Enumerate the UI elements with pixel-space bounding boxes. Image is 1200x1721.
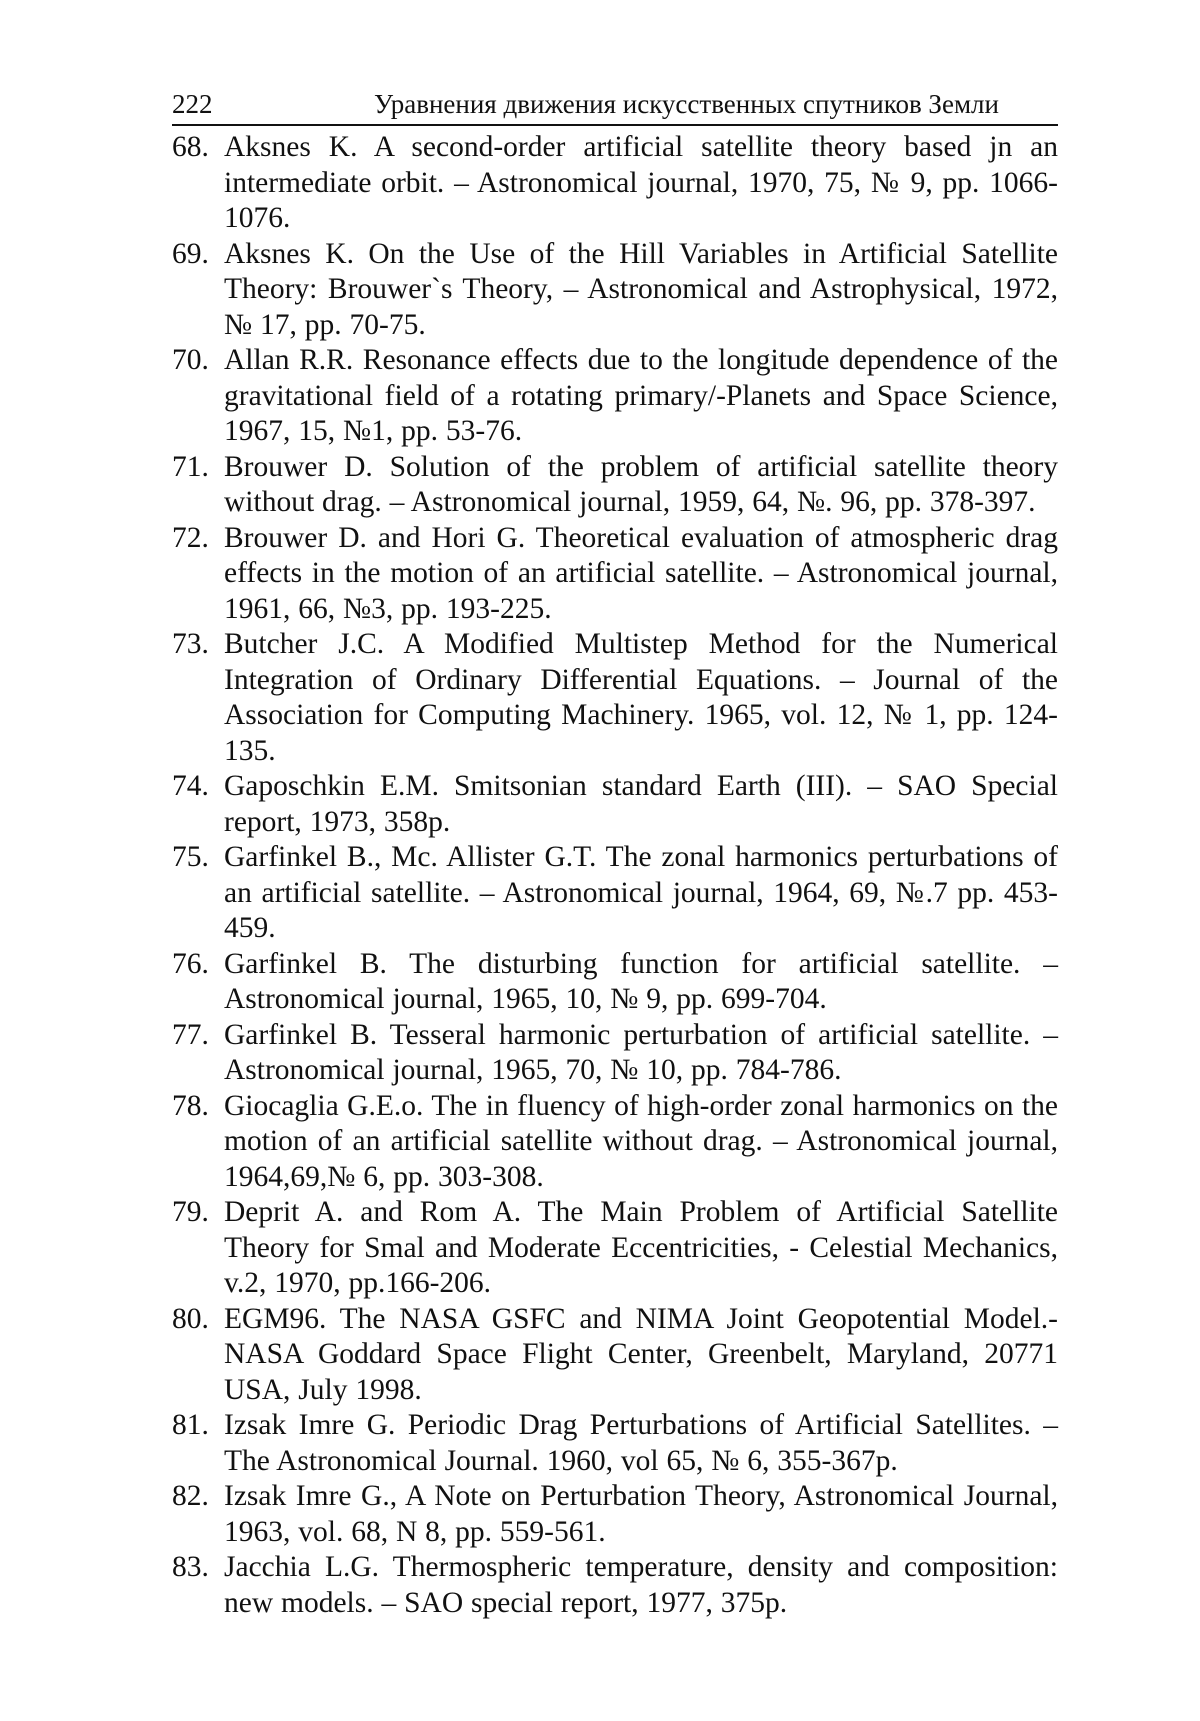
reference-item (172, 1195, 1058, 1302)
reference-number: 77. (172, 1018, 209, 1051)
reference-text: Allan R.R. Resonance effects due to the longitude dependence of the gravitational field of a rotating primary/-Planets and Space Science, 1967, 15, №1, pp. 53-76. (224, 344, 1058, 447)
book-page (172, 86, 1058, 1621)
reference-number: 75. (172, 841, 209, 873)
reference-item (172, 1018, 1058, 1089)
reference-number: 78. (172, 1089, 209, 1122)
reference-number: 72. (172, 521, 209, 554)
reference-item (172, 1089, 1058, 1196)
reference-item (172, 521, 1058, 628)
reference-text: Garfinkel B., Mc. Allister G.T. The zonal harmonics perturbations of an artificial satellite. – Astronomical journal, 1964, 69, №.7 pp. 453-459. (224, 841, 1058, 944)
reference-number: 79. (172, 1196, 209, 1228)
reference-text: Giocaglia G.E.o. The in fluency of high-order zonal harmonics on the motion of an artificial satellite without drag. – Astronomical journal, 1964,69,№ 6, pp. 303-308. (224, 1089, 1058, 1193)
reference-text: Aksnes K. A second-order artificial satellite theory based jn an intermediate orbit. – Astronomical journal, 1970, 75, № 9, pp. 1066-1076. (224, 131, 1058, 234)
reference-item (172, 237, 1058, 344)
reference-number: 73. (172, 628, 209, 660)
reference-text: Brouwer D. Solution of the problem of artificial satellite theory without drag. – Astronomical journal, 1959, 64, №. 96, pp. 378-397. (224, 450, 1058, 518)
reference-item (172, 343, 1058, 450)
reference-text: Gaposchkin E.M. Smitsonian standard Earth (III). – SAO Special report, 1973, 358p. (224, 770, 1058, 838)
reference-number: 83. (172, 1551, 209, 1583)
reference-list (172, 130, 1058, 1621)
reference-text: Brouwer D. and Hori G. Theoretical evaluation of atmospheric drag effects in the motion of an artificial satellite. – Astronomical journal, 1961, 66, №3, pp. 193-225. (224, 521, 1058, 625)
reference-item (172, 1479, 1058, 1550)
reference-text: Izsak Imre G., A Note on Perturbation Theory, Astronomical Journal, 1963, vol. 68, N 8, pp. 559-561. (224, 1480, 1058, 1548)
reference-number: 76. (172, 947, 209, 980)
reference-number: 81. (172, 1409, 209, 1441)
reference-item (172, 627, 1058, 769)
reference-number: 69. (172, 237, 209, 270)
reference-text: Jacchia L.G. Thermospheric temperature, density and composition: new models. – SAO special report, 1977, 375p. (224, 1551, 1058, 1619)
reference-item (172, 840, 1058, 947)
reference-text: Butcher J.C. A Modified Multistep Method for the Numerical Integration of Ordinary Differential Equations. – Journal of the Association for Computing Machinery. 1965, vol. 12, № 1, pp. 124-135. (224, 628, 1058, 767)
reference-text: Aksnes K. On the Use of the Hill Variables in Artificial Satellite Theory: Brouwer`s Theory, – Astronomical and Astrophysical, 1972, № 17, pp. 70-75. (224, 237, 1058, 341)
reference-item (172, 1408, 1058, 1479)
page-number: 222 (172, 89, 213, 119)
reference-item (172, 1550, 1058, 1621)
reference-number: 71. (172, 450, 209, 483)
reference-number: 82. (172, 1480, 209, 1512)
reference-number: 74. (172, 770, 209, 802)
reference-item (172, 130, 1058, 237)
reference-number: 80. (172, 1302, 209, 1335)
running-title: Уравнения движения искусственных спутников Земли (374, 89, 999, 119)
reference-text: Garfinkel B. Tesseral harmonic perturbation of artificial satellite. – Astronomical journal, 1965, 70, № 10, pp. 784-786. (224, 1018, 1058, 1086)
reference-item (172, 1302, 1058, 1409)
reference-item (172, 450, 1058, 521)
reference-item (172, 769, 1058, 840)
reference-text: EGM96. The NASA GSFC and NIMA Joint Geopotential Model.- NASA Goddard Space Flight Center, Greenbelt, Maryland, 20771 USA, July 1998. (224, 1302, 1058, 1406)
running-header (172, 86, 1058, 126)
reference-number: 70. (172, 344, 209, 376)
reference-text: Garfinkel B. The disturbing function for artificial satellite. – Astronomical journal, 1965, 10, № 9, pp. 699-704. (224, 947, 1058, 1015)
reference-text: Deprit A. and Rom A. The Main Problem of Artificial Satellite Theory for Smal and Moderate Eccentricities, - Celestial Mechanics, v.2, 1970, pp.166-206. (224, 1196, 1058, 1299)
reference-text: Izsak Imre G. Periodic Drag Perturbations of Artificial Satellites. – The Astronomical Journal. 1960, vol 65, № 6, 355-367p. (224, 1409, 1058, 1477)
reference-item (172, 947, 1058, 1018)
reference-number: 68. (172, 131, 209, 163)
